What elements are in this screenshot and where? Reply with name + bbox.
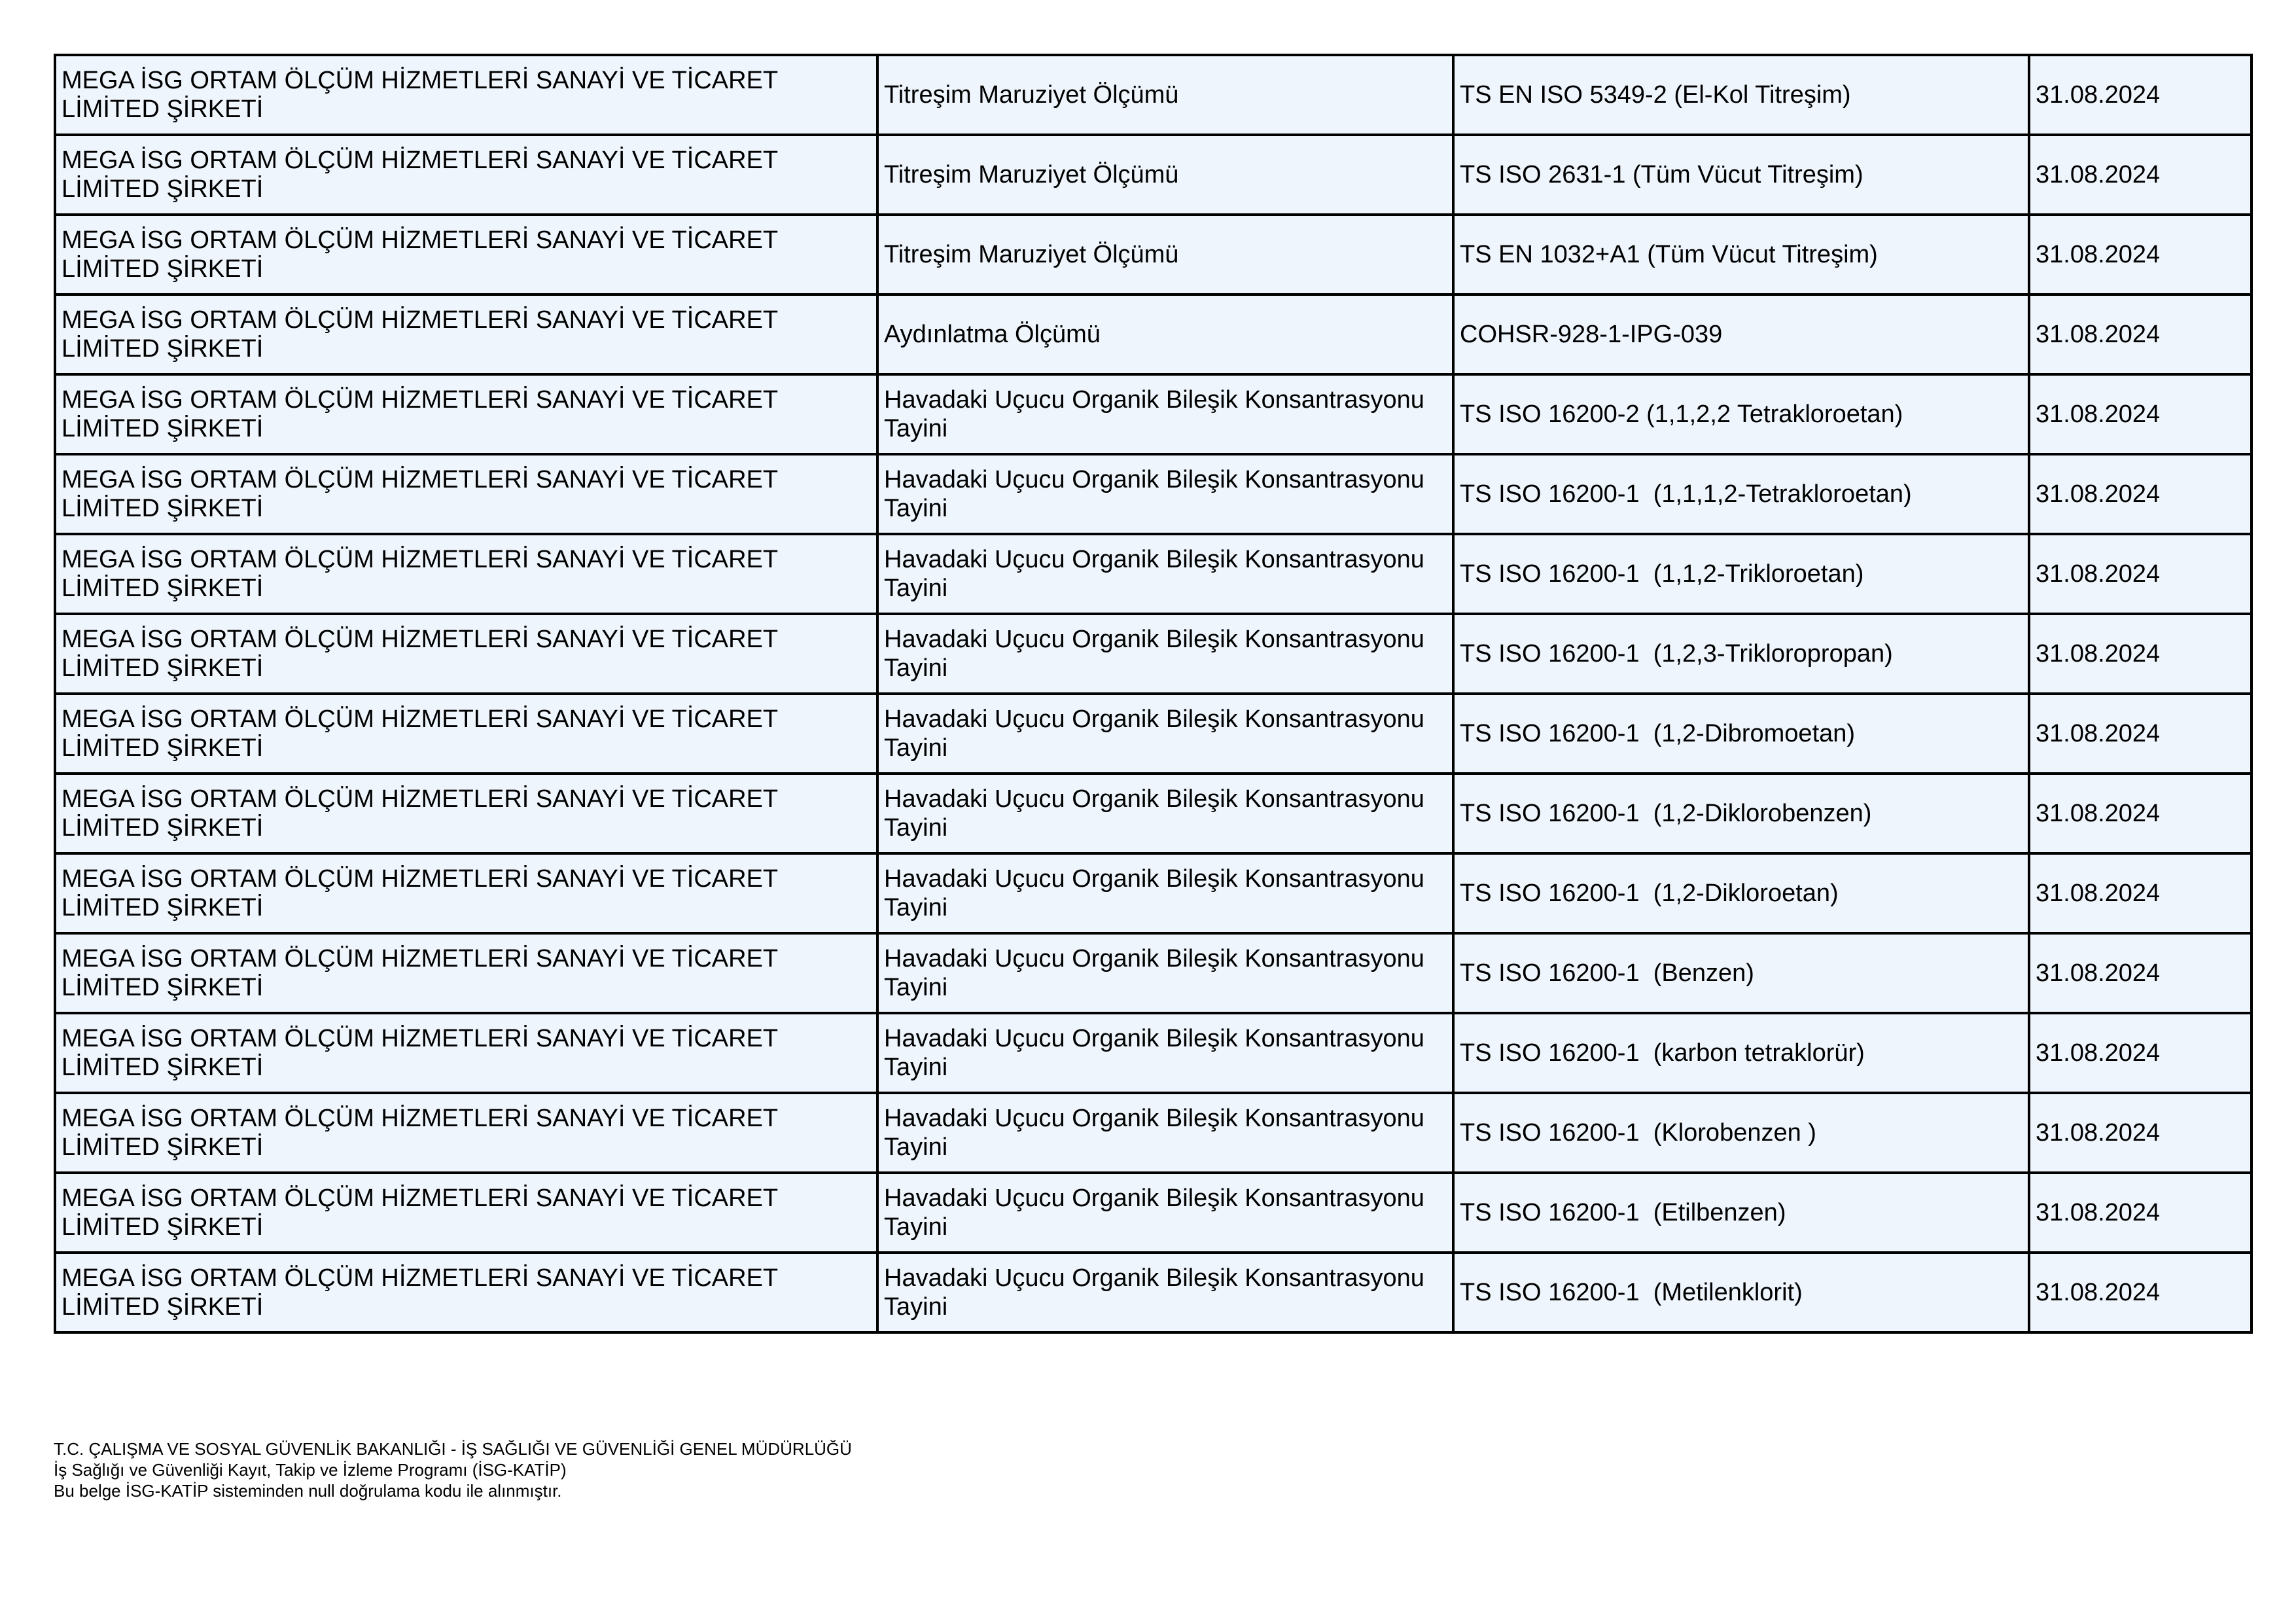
- method-standard-cell: [1453, 774, 2029, 853]
- date-cell: [2029, 1013, 2252, 1093]
- date-cell: [2029, 454, 2252, 534]
- date-cell: [2029, 1093, 2252, 1173]
- measurement-type-cell-text: Havadaki Uçucu Organik Bileşik Konsantrasyonu Tayini: [884, 546, 1431, 602]
- date-cell-text: 31.08.2024: [2036, 880, 2161, 907]
- company-cell: [55, 135, 877, 215]
- date-cell-text: 31.08.2024: [2036, 241, 2161, 268]
- measurement-type-cell: [877, 933, 1453, 1013]
- company-cell: [55, 454, 877, 534]
- company-cell-text: MEGA İSG ORTAM ÖLÇÜM HİZMETLERİ SANAYİ VE TİCARET LİMİTED ŞİRKETİ: [62, 67, 785, 123]
- date-cell: [2029, 534, 2252, 614]
- method-standard-cell: [1453, 294, 2029, 374]
- date-cell: [2029, 215, 2252, 294]
- method-standard-cell-text: TS ISO 2631-1 (Tüm Vücut Titreşim): [1460, 161, 1863, 188]
- date-cell-text: 31.08.2024: [2036, 480, 2161, 508]
- measurement-type-cell-text: Havadaki Uçucu Organik Bileşik Konsantrasyonu Tayini: [884, 626, 1431, 682]
- date-cell-text: 31.08.2024: [2036, 321, 2161, 348]
- table-row: [55, 55, 2252, 135]
- measurement-type-cell-text: Havadaki Uçucu Organik Bileşik Konsantrasyonu Tayini: [884, 865, 1431, 921]
- company-cell: [55, 853, 877, 933]
- measurement-type-cell: [877, 1173, 1453, 1253]
- date-cell: [2029, 933, 2252, 1013]
- date-cell-text: 31.08.2024: [2036, 1039, 2161, 1067]
- company-cell-text: MEGA İSG ORTAM ÖLÇÜM HİZMETLERİ SANAYİ VE TİCARET LİMİTED ŞİRKETİ: [62, 466, 785, 522]
- method-standard-cell: [1453, 1253, 2029, 1332]
- company-cell-text: MEGA İSG ORTAM ÖLÇÜM HİZMETLERİ SANAYİ VE TİCARET LİMİTED ŞİRKETİ: [62, 546, 785, 602]
- table-row: [55, 774, 2252, 853]
- company-cell-text: MEGA İSG ORTAM ÖLÇÜM HİZMETLERİ SANAYİ VE TİCARET LİMİTED ŞİRKETİ: [62, 1025, 785, 1081]
- date-cell: [2029, 135, 2252, 215]
- method-standard-cell: [1453, 135, 2029, 215]
- company-cell: [55, 374, 877, 454]
- method-standard-cell: [1453, 1173, 2029, 1253]
- company-cell-text: MEGA İSG ORTAM ÖLÇÜM HİZMETLERİ SANAYİ VE TİCARET LİMİTED ŞİRKETİ: [62, 386, 785, 442]
- measurement-type-cell-text: Havadaki Uçucu Organik Bileşik Konsantrasyonu Tayini: [884, 1185, 1431, 1241]
- measurement-records-table: [54, 54, 2253, 1334]
- company-cell: [55, 933, 877, 1013]
- company-cell: [55, 1093, 877, 1173]
- date-cell: [2029, 374, 2252, 454]
- document-footer: [54, 1438, 852, 1501]
- method-standard-cell: [1453, 374, 2029, 454]
- date-cell-text: 31.08.2024: [2036, 81, 2161, 109]
- method-standard-cell-text: TS ISO 16200-1 (Metilenklorit): [1460, 1279, 1803, 1306]
- company-cell-text: MEGA İSG ORTAM ÖLÇÜM HİZMETLERİ SANAYİ VE TİCARET LİMİTED ŞİRKETİ: [62, 1185, 785, 1241]
- date-cell-text: 31.08.2024: [2036, 640, 2161, 668]
- table-row: [55, 294, 2252, 374]
- method-standard-cell: [1453, 694, 2029, 774]
- measurement-type-cell: [877, 614, 1453, 694]
- method-standard-cell-text: TS ISO 16200-1 (1,2-Diklorobenzen): [1460, 800, 1872, 827]
- date-cell-text: 31.08.2024: [2036, 161, 2161, 188]
- date-cell-text: 31.08.2024: [2036, 560, 2161, 588]
- date-cell-text: 31.08.2024: [2036, 401, 2161, 428]
- method-standard-cell-text: TS ISO 16200-1 (karbon tetraklorür): [1460, 1039, 1865, 1067]
- measurement-type-cell: [877, 374, 1453, 454]
- company-cell-text: MEGA İSG ORTAM ÖLÇÜM HİZMETLERİ SANAYİ VE TİCARET LİMİTED ŞİRKETİ: [62, 785, 785, 842]
- table-row: [55, 374, 2252, 454]
- method-standard-cell-text: TS ISO 16200-1 (Etilbenzen): [1460, 1199, 1786, 1226]
- method-standard-cell: [1453, 1013, 2029, 1093]
- date-cell-text: 31.08.2024: [2036, 720, 2161, 747]
- date-cell: [2029, 614, 2252, 694]
- table-row: [55, 1173, 2252, 1253]
- company-cell: [55, 1173, 877, 1253]
- measurement-type-cell-text: Havadaki Uçucu Organik Bileşik Konsantrasyonu Tayini: [884, 386, 1431, 442]
- date-cell: [2029, 694, 2252, 774]
- company-cell-text: MEGA İSG ORTAM ÖLÇÜM HİZMETLERİ SANAYİ VE TİCARET LİMİTED ŞİRKETİ: [62, 626, 785, 682]
- measurement-type-cell: [877, 694, 1453, 774]
- date-cell-text: 31.08.2024: [2036, 1119, 2161, 1147]
- company-cell: [55, 1253, 877, 1332]
- method-standard-cell-text: TS ISO 16200-1 (Benzen): [1460, 959, 1754, 987]
- measurement-type-cell: [877, 55, 1453, 135]
- company-cell-text: MEGA İSG ORTAM ÖLÇÜM HİZMETLERİ SANAYİ VE TİCARET LİMİTED ŞİRKETİ: [62, 306, 785, 363]
- date-cell: [2029, 1253, 2252, 1332]
- table-row: [55, 1093, 2252, 1173]
- measurement-type-cell-text: Titreşim Maruziyet Ölçümü: [884, 161, 1179, 188]
- measurement-type-cell: [877, 135, 1453, 215]
- method-standard-cell: [1453, 1093, 2029, 1173]
- method-standard-cell-text: TS ISO 16200-1 (1,1,1,2-Tetrakloroetan): [1460, 480, 1912, 508]
- company-cell: [55, 774, 877, 853]
- company-cell: [55, 1013, 877, 1093]
- date-cell: [2029, 1173, 2252, 1253]
- method-standard-cell-text: TS ISO 16200-1 (1,1,2-Trikloroetan): [1460, 560, 1864, 588]
- measurement-type-cell-text: Havadaki Uçucu Organik Bileşik Konsantrasyonu Tayini: [884, 705, 1431, 762]
- company-cell: [55, 614, 877, 694]
- measurement-type-cell-text: Havadaki Uçucu Organik Bileşik Konsantrasyonu Tayini: [884, 785, 1431, 842]
- company-cell-text: MEGA İSG ORTAM ÖLÇÜM HİZMETLERİ SANAYİ VE TİCARET LİMİTED ŞİRKETİ: [62, 1105, 785, 1161]
- method-standard-cell: [1453, 534, 2029, 614]
- method-standard-cell: [1453, 853, 2029, 933]
- method-standard-cell: [1453, 215, 2029, 294]
- footer-verification-line: Bu belge İSG-KATİP sisteminden null doğrulama kodu ile alınmıştır.: [54, 1481, 562, 1501]
- date-cell: [2029, 294, 2252, 374]
- footer-ministry-line: T.C. ÇALIŞMA VE SOSYAL GÜVENLİK BAKANLIĞI - İŞ SAĞLIĞI VE GÜVENLİĞİ GENEL MÜDÜRLÜĞÜ: [54, 1439, 852, 1459]
- table-row: [55, 853, 2252, 933]
- company-cell-text: MEGA İSG ORTAM ÖLÇÜM HİZMETLERİ SANAYİ VE TİCARET LİMİTED ŞİRKETİ: [62, 226, 785, 283]
- company-cell: [55, 215, 877, 294]
- date-cell-text: 31.08.2024: [2036, 1279, 2161, 1306]
- method-standard-cell-text: TS ISO 16200-1 (1,2,3-Trikloropropan): [1460, 640, 1893, 668]
- measurement-type-cell: [877, 294, 1453, 374]
- table-row: [55, 1013, 2252, 1093]
- company-cell-text: MEGA İSG ORTAM ÖLÇÜM HİZMETLERİ SANAYİ VE TİCARET LİMİTED ŞİRKETİ: [62, 865, 785, 921]
- table-row: [55, 694, 2252, 774]
- measurement-type-cell: [877, 1013, 1453, 1093]
- footer-program-line: İş Sağlığı ve Güvenliği Kayıt, Takip ve İzleme Programı (İSG-KATİP): [54, 1460, 567, 1480]
- measurement-type-cell-text: Titreşim Maruziyet Ölçümü: [884, 241, 1179, 268]
- method-standard-cell-text: COHSR-928-1-IPG-039: [1460, 321, 1723, 348]
- measurement-type-cell-text: Titreşim Maruziyet Ölçümü: [884, 81, 1179, 109]
- method-standard-cell-text: TS ISO 16200-1 (Klorobenzen ): [1460, 1119, 1816, 1147]
- date-cell-text: 31.08.2024: [2036, 1199, 2161, 1226]
- measurement-type-cell-text: Aydınlatma Ölçümü: [884, 321, 1101, 348]
- measurement-type-cell: [877, 454, 1453, 534]
- table-row: [55, 933, 2252, 1013]
- measurement-type-cell-text: Havadaki Uçucu Organik Bileşik Konsantrasyonu Tayini: [884, 1025, 1431, 1081]
- method-standard-cell: [1453, 454, 2029, 534]
- measurement-type-cell: [877, 1253, 1453, 1332]
- table-row: [55, 454, 2252, 534]
- company-cell: [55, 55, 877, 135]
- measurement-type-cell-text: Havadaki Uçucu Organik Bileşik Konsantrasyonu Tayini: [884, 1105, 1431, 1161]
- measurement-type-cell: [877, 215, 1453, 294]
- company-cell: [55, 534, 877, 614]
- date-cell: [2029, 774, 2252, 853]
- method-standard-cell-text: TS ISO 16200-1 (1,2-Dikloroetan): [1460, 880, 1839, 907]
- table-row: [55, 534, 2252, 614]
- method-standard-cell-text: TS ISO 16200-2 (1,1,2,2 Tetrakloroetan): [1460, 401, 1903, 428]
- measurement-type-cell: [877, 774, 1453, 853]
- measurement-type-cell: [877, 1093, 1453, 1173]
- company-cell-text: MEGA İSG ORTAM ÖLÇÜM HİZMETLERİ SANAYİ VE TİCARET LİMİTED ŞİRKETİ: [62, 147, 785, 203]
- date-cell: [2029, 55, 2252, 135]
- table-body: [55, 55, 2252, 1332]
- method-standard-cell: [1453, 614, 2029, 694]
- method-standard-cell-text: TS EN 1032+A1 (Tüm Vücut Titreşim): [1460, 241, 1878, 268]
- table-row: [55, 135, 2252, 215]
- measurement-type-cell-text: Havadaki Uçucu Organik Bileşik Konsantrasyonu Tayini: [884, 1264, 1431, 1321]
- date-cell: [2029, 853, 2252, 933]
- method-standard-cell-text: TS ISO 16200-1 (1,2-Dibromoetan): [1460, 720, 1856, 747]
- company-cell: [55, 294, 877, 374]
- measurement-type-cell: [877, 534, 1453, 614]
- table-row: [55, 215, 2252, 294]
- company-cell: [55, 694, 877, 774]
- measurement-type-cell-text: Havadaki Uçucu Organik Bileşik Konsantrasyonu Tayini: [884, 466, 1431, 522]
- company-cell-text: MEGA İSG ORTAM ÖLÇÜM HİZMETLERİ SANAYİ VE TİCARET LİMİTED ŞİRKETİ: [62, 705, 785, 762]
- date-cell-text: 31.08.2024: [2036, 800, 2161, 827]
- company-cell-text: MEGA İSG ORTAM ÖLÇÜM HİZMETLERİ SANAYİ VE TİCARET LİMİTED ŞİRKETİ: [62, 1264, 785, 1321]
- company-cell-text: MEGA İSG ORTAM ÖLÇÜM HİZMETLERİ SANAYİ VE TİCARET LİMİTED ŞİRKETİ: [62, 945, 785, 1001]
- table-row: [55, 1253, 2252, 1332]
- method-standard-cell-text: TS EN ISO 5349-2 (El-Kol Titreşim): [1460, 81, 1851, 109]
- method-standard-cell: [1453, 55, 2029, 135]
- date-cell-text: 31.08.2024: [2036, 959, 2161, 987]
- table-row: [55, 614, 2252, 694]
- method-standard-cell: [1453, 933, 2029, 1013]
- measurement-type-cell-text: Havadaki Uçucu Organik Bileşik Konsantrasyonu Tayini: [884, 945, 1431, 1001]
- measurement-type-cell: [877, 853, 1453, 933]
